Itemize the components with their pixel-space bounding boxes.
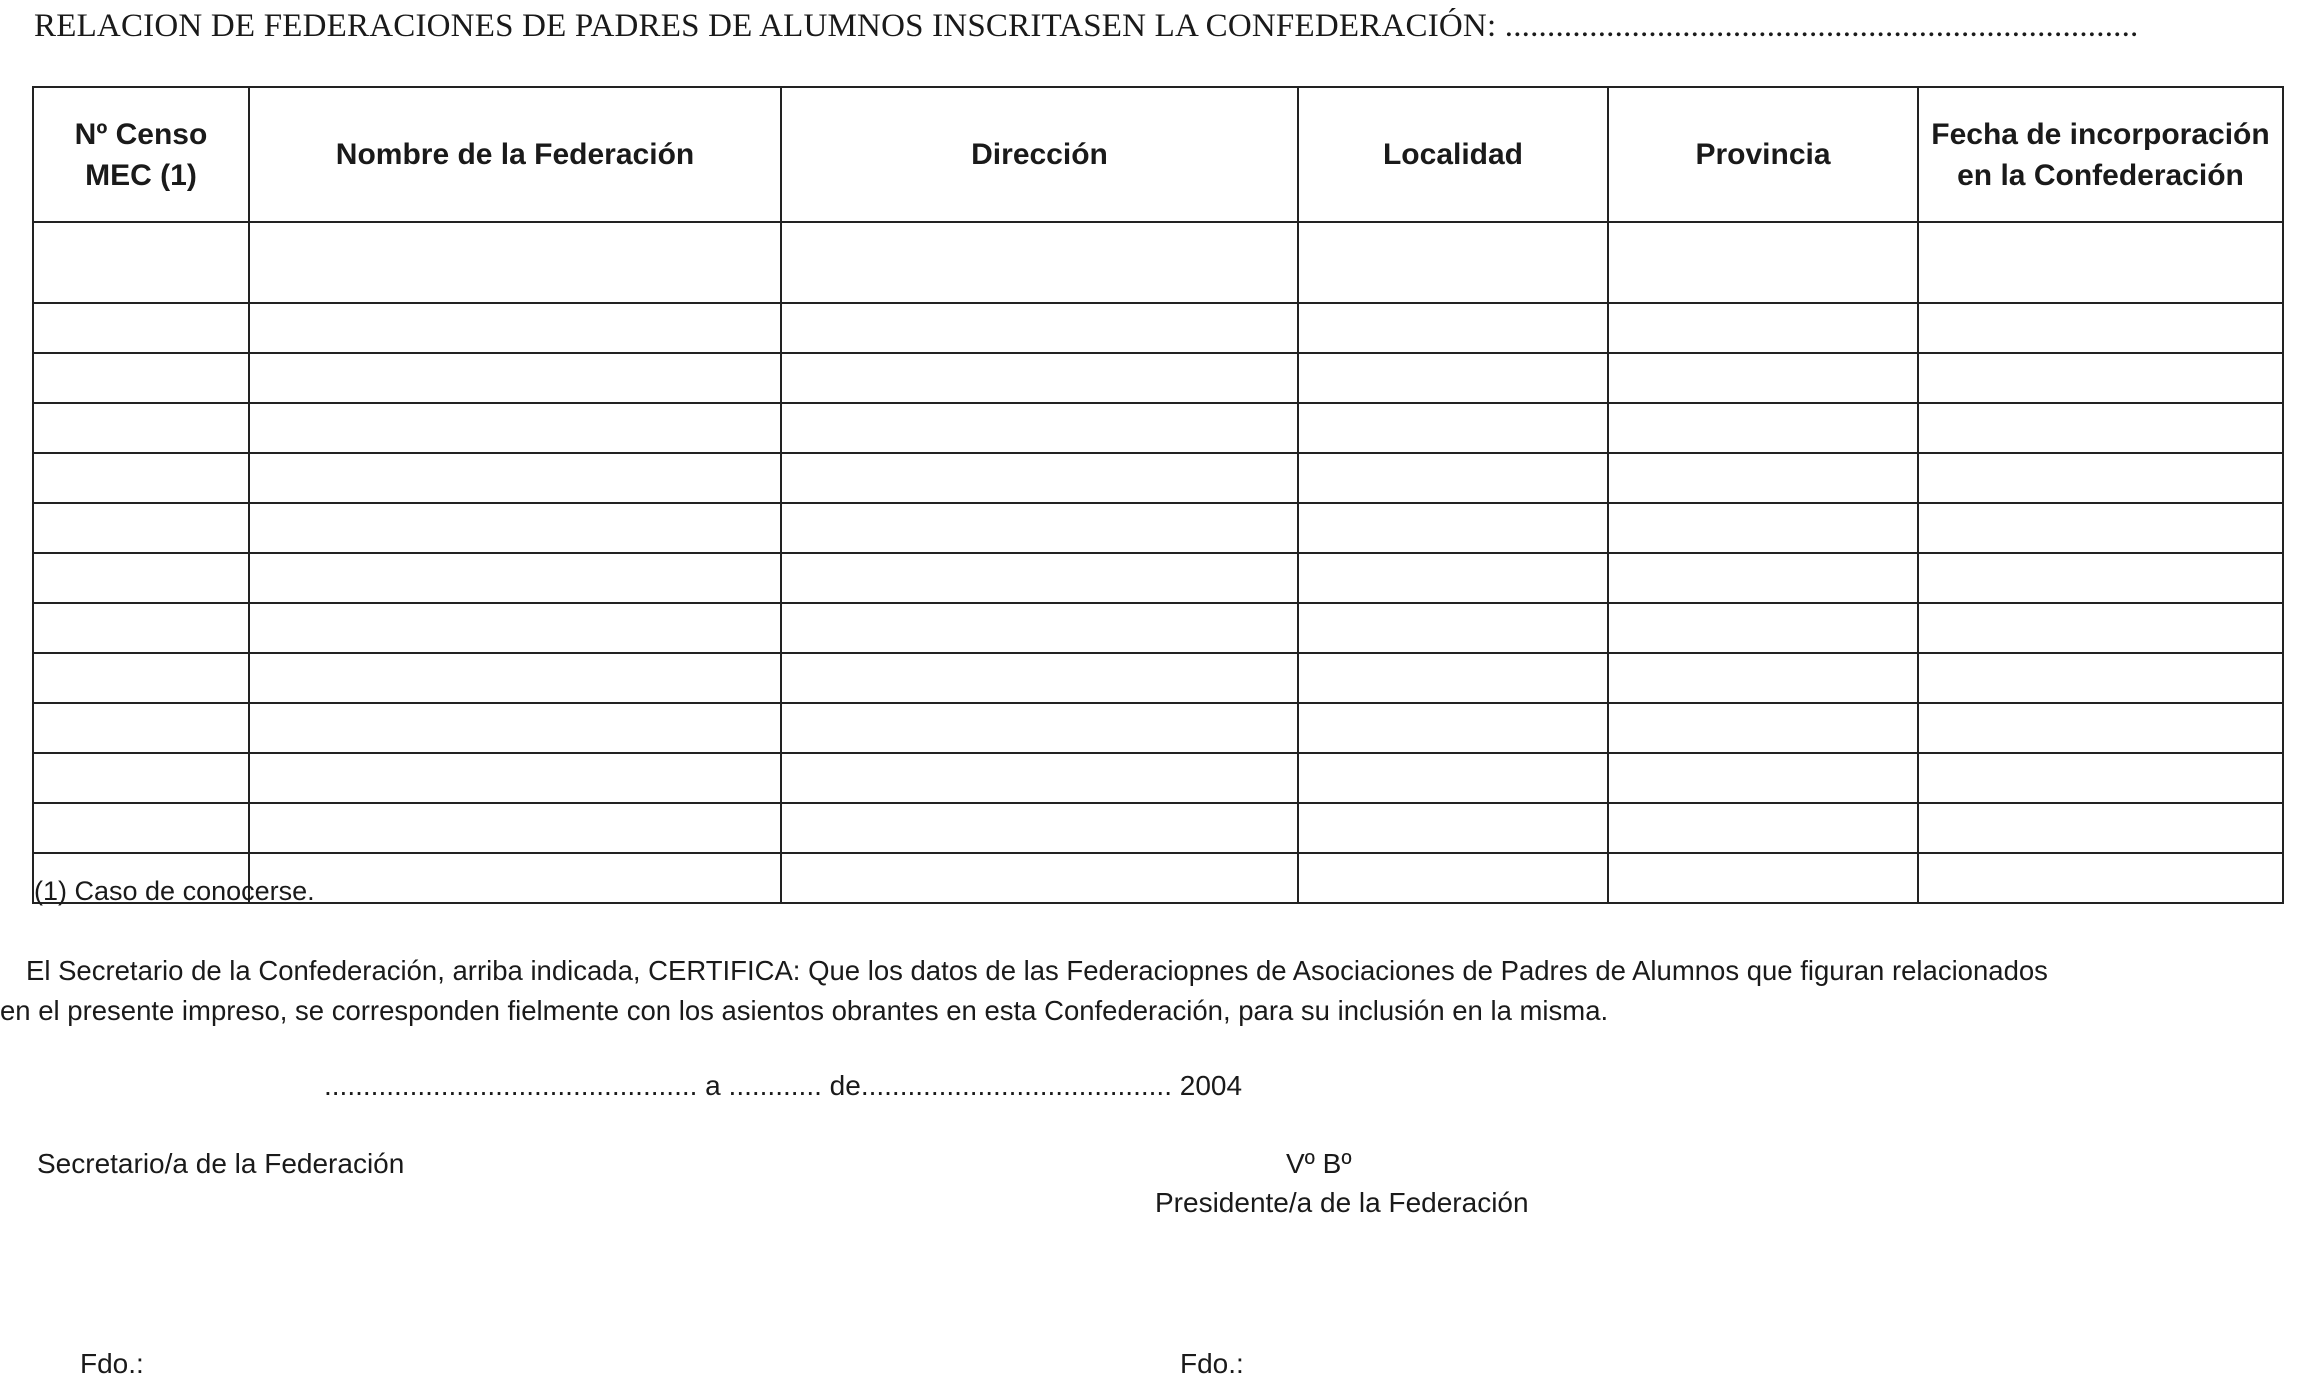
table-cell[interactable] <box>1918 453 2283 503</box>
table-cell[interactable] <box>249 803 781 853</box>
header-censo: Nº Censo MEC (1) <box>33 87 249 222</box>
table-cell[interactable] <box>1298 503 1608 553</box>
table-cell[interactable] <box>1918 853 2283 903</box>
table-cell[interactable] <box>781 603 1298 653</box>
table-cell[interactable] <box>1918 553 2283 603</box>
table-cell[interactable] <box>249 853 781 903</box>
table-cell[interactable] <box>781 553 1298 603</box>
date-line[interactable]: ................................................ a ............ de........................................ 2004 <box>324 1070 1243 1101</box>
table-cell[interactable] <box>1298 853 1608 903</box>
table-cell[interactable] <box>781 703 1298 753</box>
table-cell[interactable] <box>1918 803 2283 853</box>
table-cell[interactable] <box>33 453 249 503</box>
table-cell[interactable] <box>781 353 1298 403</box>
table-cell[interactable] <box>1608 703 1918 753</box>
certification-line-1: El Secretario de la Confederación, arriba indicada, CERTIFICA: Que los datos de las Federaciopnes de Asociaciones de Padres de Alumnos que figuran relacionados <box>26 955 2048 986</box>
table-cell[interactable] <box>249 703 781 753</box>
table-cell[interactable] <box>781 803 1298 853</box>
header-provincia: Provincia <box>1608 87 1918 222</box>
header-direccion: Dirección <box>781 87 1298 222</box>
table-cell[interactable] <box>249 603 781 653</box>
table-cell[interactable] <box>781 403 1298 453</box>
table-cell[interactable] <box>1918 503 2283 553</box>
table-cell[interactable] <box>781 753 1298 803</box>
table-cell[interactable] <box>781 453 1298 503</box>
table-cell[interactable] <box>1918 603 2283 653</box>
footnote: (1) Caso de conocerse. <box>34 876 315 906</box>
table-cell[interactable] <box>1608 853 1918 903</box>
table-cell[interactable] <box>249 453 781 503</box>
table-cell[interactable] <box>33 753 249 803</box>
table-row[interactable] <box>33 753 2283 803</box>
table-cell[interactable] <box>249 353 781 403</box>
table-cell[interactable] <box>249 653 781 703</box>
table-cell[interactable] <box>1298 403 1608 453</box>
table-cell[interactable] <box>249 553 781 603</box>
table-cell[interactable] <box>1298 803 1608 853</box>
table-row[interactable] <box>33 553 2283 603</box>
table-row[interactable] <box>33 853 2283 903</box>
certification-line-2: en el presente impreso, se corresponden fielmente con los asientos obrantes en esta Confederación, para su inclusión en la misma. <box>0 995 1609 1026</box>
table-cell[interactable] <box>1608 453 1918 503</box>
table-cell[interactable] <box>1608 303 1918 353</box>
table-cell[interactable] <box>1918 222 2283 303</box>
fdo-left[interactable]: Fdo.: <box>80 1348 144 1379</box>
certification-text <box>0 951 2314 1031</box>
table-cell[interactable] <box>249 222 781 303</box>
table-cell[interactable] <box>33 403 249 453</box>
table-row[interactable] <box>33 453 2283 503</box>
table-cell[interactable] <box>1298 653 1608 703</box>
table-cell[interactable] <box>249 403 781 453</box>
table-cell[interactable] <box>1298 453 1608 503</box>
table-cell[interactable] <box>781 653 1298 703</box>
table-cell[interactable] <box>1608 403 1918 453</box>
table-cell[interactable] <box>249 753 781 803</box>
table-row[interactable] <box>33 222 2283 303</box>
table-cell[interactable] <box>1608 753 1918 803</box>
fdo-right[interactable]: Fdo.: <box>1180 1348 1244 1379</box>
table-cell[interactable] <box>1608 603 1918 653</box>
table-row[interactable] <box>33 403 2283 453</box>
table-cell[interactable] <box>1298 753 1608 803</box>
table-cell[interactable] <box>33 553 249 603</box>
federations-table <box>32 86 2284 904</box>
table-cell[interactable] <box>1298 353 1608 403</box>
table-cell[interactable] <box>249 303 781 353</box>
table-cell[interactable] <box>33 803 249 853</box>
table-cell[interactable] <box>33 303 249 353</box>
table-cell[interactable] <box>1918 303 2283 353</box>
table-cell[interactable] <box>1608 803 1918 853</box>
secretary-label: Secretario/a de la Federación <box>37 1148 405 1179</box>
table-cell[interactable] <box>1298 303 1608 353</box>
table-row[interactable] <box>33 803 2283 853</box>
president-label: Presidente/a de la Federación <box>1155 1187 1529 1218</box>
table-cell[interactable] <box>1608 503 1918 553</box>
table-header-row <box>33 87 2283 222</box>
table-cell[interactable] <box>33 353 249 403</box>
table-row[interactable] <box>33 353 2283 403</box>
table-cell[interactable] <box>1918 753 2283 803</box>
table-cell[interactable] <box>1298 553 1608 603</box>
table-cell[interactable] <box>1298 222 1608 303</box>
table-cell[interactable] <box>781 853 1298 903</box>
table-cell[interactable] <box>33 703 249 753</box>
table-cell[interactable] <box>1608 553 1918 603</box>
table-cell[interactable] <box>781 303 1298 353</box>
form-heading: RELACION DE FEDERACIONES DE PADRES DE ALUMNOS INSCRITASEN LA CONFEDERACIÓN: ........................................................................... <box>34 8 2139 44</box>
table-cell[interactable] <box>1918 703 2283 753</box>
table-row[interactable] <box>33 303 2283 353</box>
visto-bueno-label: Vº Bº <box>1286 1148 1352 1179</box>
table-cell[interactable] <box>33 653 249 703</box>
table-row[interactable] <box>33 653 2283 703</box>
table-cell[interactable] <box>1918 653 2283 703</box>
table-cell[interactable] <box>33 603 249 653</box>
table-cell[interactable] <box>1608 653 1918 703</box>
table-cell[interactable] <box>1298 603 1608 653</box>
header-localidad: Localidad <box>1298 87 1608 222</box>
header-nombre: Nombre de la Federación <box>249 87 781 222</box>
table-row[interactable] <box>33 503 2283 553</box>
table-cell[interactable] <box>1918 353 2283 403</box>
table-cell[interactable] <box>781 222 1298 303</box>
table-row[interactable] <box>33 603 2283 653</box>
table-row[interactable] <box>33 703 2283 753</box>
table-cell[interactable] <box>33 503 249 553</box>
table-cell[interactable] <box>781 503 1298 553</box>
table-cell[interactable] <box>33 222 249 303</box>
table-cell[interactable] <box>1298 703 1608 753</box>
table-cell[interactable] <box>1608 222 1918 303</box>
table-cell[interactable] <box>1918 403 2283 453</box>
table-cell[interactable] <box>1608 353 1918 403</box>
table-cell[interactable] <box>249 503 781 553</box>
header-fecha: Fecha de incorporación en la Confederación <box>1918 87 2283 222</box>
